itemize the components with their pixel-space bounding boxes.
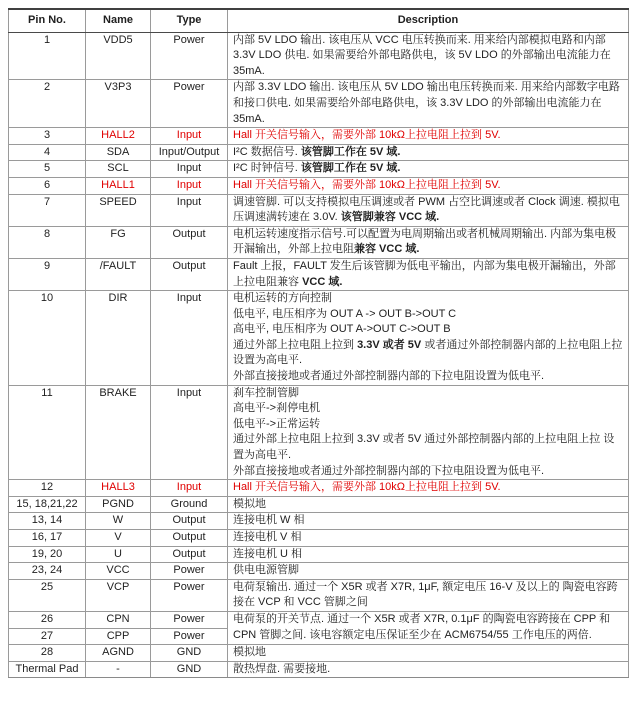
desc-cell bbox=[228, 480, 629, 497]
pin-cell: 25 bbox=[9, 579, 86, 611]
type-cell: Input bbox=[151, 128, 228, 145]
type-cell: Input/Output bbox=[151, 144, 228, 161]
table-row bbox=[9, 32, 629, 80]
desc-cell bbox=[228, 579, 629, 611]
type-cell: Ground bbox=[151, 496, 228, 513]
pin-cell: 15, 18,21,22 bbox=[9, 496, 86, 513]
desc-cell bbox=[228, 645, 629, 662]
desc-line: 连接电机 U 相 bbox=[233, 547, 303, 560]
desc-line: 模拟地 bbox=[233, 646, 266, 659]
name-cell: AGND bbox=[86, 645, 151, 662]
desc-line: 散热焊盘. 需要接地. bbox=[233, 662, 331, 675]
name-cell: BRAKE bbox=[86, 385, 151, 480]
pin-cell: 28 bbox=[9, 645, 86, 662]
desc-cell bbox=[228, 144, 629, 161]
table-row bbox=[9, 645, 629, 662]
type-cell: GND bbox=[151, 661, 228, 678]
desc-line: 低电平->正常运转 bbox=[233, 417, 321, 430]
name-cell: CPP bbox=[86, 628, 151, 645]
name-cell: V3P3 bbox=[86, 80, 151, 128]
desc-cell bbox=[228, 496, 629, 513]
desc-cell bbox=[228, 530, 629, 547]
desc-cell bbox=[228, 385, 629, 480]
column-header-type: Type bbox=[151, 9, 228, 32]
table-row bbox=[9, 579, 629, 611]
desc-line: 内部 3.3V LDO 输出. 该电压从 5V LDO 输出电压转换而来. 用来给内部数字电路和接口供电. 如果需要给外部电路供电，该 3.3V LDO 的外部输出电流能力在 35mA. bbox=[233, 81, 620, 125]
name-cell: VCP bbox=[86, 579, 151, 611]
desc-cell bbox=[228, 546, 629, 563]
type-cell: Input bbox=[151, 177, 228, 194]
table-header-row bbox=[9, 9, 629, 32]
table-row bbox=[9, 144, 629, 161]
type-cell: Power bbox=[151, 579, 228, 611]
pin-cell: 26 bbox=[9, 611, 86, 628]
desc-line: 连接电机 V 相 bbox=[233, 531, 302, 543]
table-row bbox=[9, 177, 629, 194]
type-cell: Output bbox=[151, 258, 228, 290]
type-cell: Output bbox=[151, 546, 228, 563]
name-cell: FG bbox=[86, 226, 151, 258]
name-cell: SPEED bbox=[86, 194, 151, 226]
desc-line: 连接电机 W 相 bbox=[233, 514, 305, 527]
pin-cell: 2 bbox=[9, 80, 86, 128]
table-row bbox=[9, 128, 629, 145]
desc-line: 外部直接接地或者通过外部控制器内部的下拉电阻设置为低电平. bbox=[233, 464, 545, 477]
table-row bbox=[9, 194, 629, 226]
name-cell: PGND bbox=[86, 496, 151, 513]
desc-cell bbox=[228, 513, 629, 530]
table-row bbox=[9, 80, 629, 128]
desc-cell bbox=[228, 661, 629, 678]
name-cell: VDD5 bbox=[86, 32, 151, 80]
table-row bbox=[9, 496, 629, 513]
table-row bbox=[9, 661, 629, 678]
pin-description-table bbox=[8, 8, 629, 678]
table-row bbox=[9, 546, 629, 563]
desc-cell bbox=[228, 226, 629, 258]
type-cell: Input bbox=[151, 291, 228, 386]
pin-cell: 13, 14 bbox=[9, 513, 86, 530]
column-header-pin-no-: Pin No. bbox=[9, 9, 86, 32]
desc-line: 电机运转速度指示信号.可以配置为电周期输出或者机械周期输出. 内部为集电极开漏输出，外部上拉电阻兼容 VCC 域. bbox=[233, 227, 617, 256]
pin-cell: 7 bbox=[9, 194, 86, 226]
name-cell: VCC bbox=[86, 563, 151, 580]
pin-cell: 8 bbox=[9, 226, 86, 258]
desc-cell bbox=[228, 291, 629, 386]
desc-line: 模拟地 bbox=[233, 497, 266, 510]
desc-cell bbox=[228, 161, 629, 178]
name-cell: V bbox=[86, 530, 151, 547]
type-cell: Output bbox=[151, 226, 228, 258]
name-cell: SCL bbox=[86, 161, 151, 178]
pin-cell: 27 bbox=[9, 628, 86, 645]
desc-line: 高电平->刹停电机 bbox=[233, 402, 321, 415]
desc-line: 电机运转的方向控制 bbox=[233, 292, 332, 305]
desc-cell bbox=[228, 80, 629, 128]
type-cell: Input bbox=[151, 480, 228, 497]
desc-line: 供电电源管脚 bbox=[233, 564, 299, 577]
desc-line: I²C 数据信号. 该管脚工作在 5V 域. bbox=[233, 145, 401, 158]
desc-line: 调速管脚. 可以支持模拟电压调速或者 PWM 占空比调速或者 Clock 调速. 模拟电压调速满转速在 3.0V. 该管脚兼容 VCC 域. bbox=[233, 195, 620, 224]
table-row bbox=[9, 530, 629, 547]
type-cell: Output bbox=[151, 530, 228, 547]
table-row bbox=[9, 385, 629, 480]
column-header-description: Description bbox=[228, 9, 629, 32]
desc-line: 电荷泵的开关节点. 通过一个 X5R 或者 X7R, 0.1μF 的陶瓷电容跨接在 CPP 和 CPN 管脚之间. 该电容额定电压保证至少在 ACM6754/55 工作电压的两倍. bbox=[233, 612, 611, 641]
type-cell: GND bbox=[151, 645, 228, 662]
desc-line: I²C 时钟信号. 该管脚工作在 5V 域. bbox=[233, 162, 401, 175]
desc-cell bbox=[228, 611, 629, 644]
type-cell: Output bbox=[151, 513, 228, 530]
desc-line: 刹车控制管脚 bbox=[233, 386, 299, 399]
pin-cell: 4 bbox=[9, 144, 86, 161]
desc-line: Fault 上报，FAULT 发生后该管脚为低电平输出，内部为集电极开漏输出，外部上拉电阻兼容 VCC 域. bbox=[233, 259, 616, 288]
column-header-name: Name bbox=[86, 9, 151, 32]
desc-cell bbox=[228, 194, 629, 226]
table-row bbox=[9, 291, 629, 386]
type-cell: Input bbox=[151, 194, 228, 226]
table-row bbox=[9, 513, 629, 530]
pin-cell: 6 bbox=[9, 177, 86, 194]
desc-line: Hall 开关信号输入，需要外部 10kΩ上拉电阻上拉到 5V. bbox=[233, 178, 501, 191]
pin-cell: 11 bbox=[9, 385, 86, 480]
type-cell: Power bbox=[151, 628, 228, 645]
desc-line: 内部 5V LDO 输出. 该电压从 VCC 电压转换而来. 用来给内部模拟电路和内部 3.3V LDO 供电. 如果需要给外部电路供电，该 5V LDO 的外部输出电流能力在 35mA. bbox=[233, 33, 611, 77]
type-cell: Power bbox=[151, 611, 228, 628]
pin-cell: 16, 17 bbox=[9, 530, 86, 547]
desc-line: 低电平, 电压相序为 OUT A -> OUT B->OUT C bbox=[233, 307, 457, 320]
table-row bbox=[9, 611, 629, 628]
pin-cell: 5 bbox=[9, 161, 86, 178]
desc-cell bbox=[228, 258, 629, 290]
name-cell: W bbox=[86, 513, 151, 530]
name-cell: - bbox=[86, 661, 151, 678]
desc-line: 高电平, 电压相序为 OUT A->OUT C->OUT B bbox=[233, 323, 451, 336]
table-body bbox=[9, 32, 629, 678]
desc-line: 电荷泵输出. 通过一个 X5R 或者 X7R, 1μF, 额定电压 16-V 及以上的 陶瓷电容跨接在 VCP 和 VCC 管脚之间 bbox=[233, 580, 618, 609]
table-row bbox=[9, 258, 629, 290]
pin-cell: 9 bbox=[9, 258, 86, 290]
pin-cell: 10 bbox=[9, 291, 86, 386]
desc-cell bbox=[228, 32, 629, 80]
desc-cell bbox=[228, 128, 629, 145]
type-cell: Power bbox=[151, 563, 228, 580]
name-cell: DIR bbox=[86, 291, 151, 386]
type-cell: Power bbox=[151, 80, 228, 128]
desc-line: 通过外部上拉电阻上拉到 3.3V 或者 5V 或者通过外部控制器内部的上拉电阻上拉 设置为高电平. bbox=[233, 338, 623, 367]
pin-cell: 19, 20 bbox=[9, 546, 86, 563]
desc-line: Hall 开关信号输入，需要外部 10kΩ上拉电阻上拉到 5V. bbox=[233, 481, 501, 494]
pin-cell: 12 bbox=[9, 480, 86, 497]
type-cell: Power bbox=[151, 32, 228, 80]
name-cell: U bbox=[86, 546, 151, 563]
desc-line: Hall 开关信号输入，需要外部 10kΩ上拉电阻上拉到 5V. bbox=[233, 129, 501, 142]
pin-cell: 3 bbox=[9, 128, 86, 145]
name-cell: HALL1 bbox=[86, 177, 151, 194]
name-cell: HALL3 bbox=[86, 480, 151, 497]
name-cell: SDA bbox=[86, 144, 151, 161]
pin-cell: 23, 24 bbox=[9, 563, 86, 580]
desc-cell bbox=[228, 177, 629, 194]
type-cell: Input bbox=[151, 161, 228, 178]
name-cell: HALL2 bbox=[86, 128, 151, 145]
desc-line: 通过外部上拉电阻上拉到 3.3V 或者 5V 通过外部控制器内部的上拉电阻上拉 设置为高电平. bbox=[233, 433, 615, 462]
table-row bbox=[9, 480, 629, 497]
table-row bbox=[9, 226, 629, 258]
name-cell: /FAULT bbox=[86, 258, 151, 290]
pin-cell: 1 bbox=[9, 32, 86, 80]
name-cell: CPN bbox=[86, 611, 151, 628]
table-row bbox=[9, 161, 629, 178]
desc-cell bbox=[228, 563, 629, 580]
type-cell: Input bbox=[151, 385, 228, 480]
table-row bbox=[9, 563, 629, 580]
desc-line: 外部直接接地或者通过外部控制器内部的下拉电阻设置为低电平. bbox=[233, 370, 545, 383]
pin-cell: Thermal Pad bbox=[9, 661, 86, 678]
